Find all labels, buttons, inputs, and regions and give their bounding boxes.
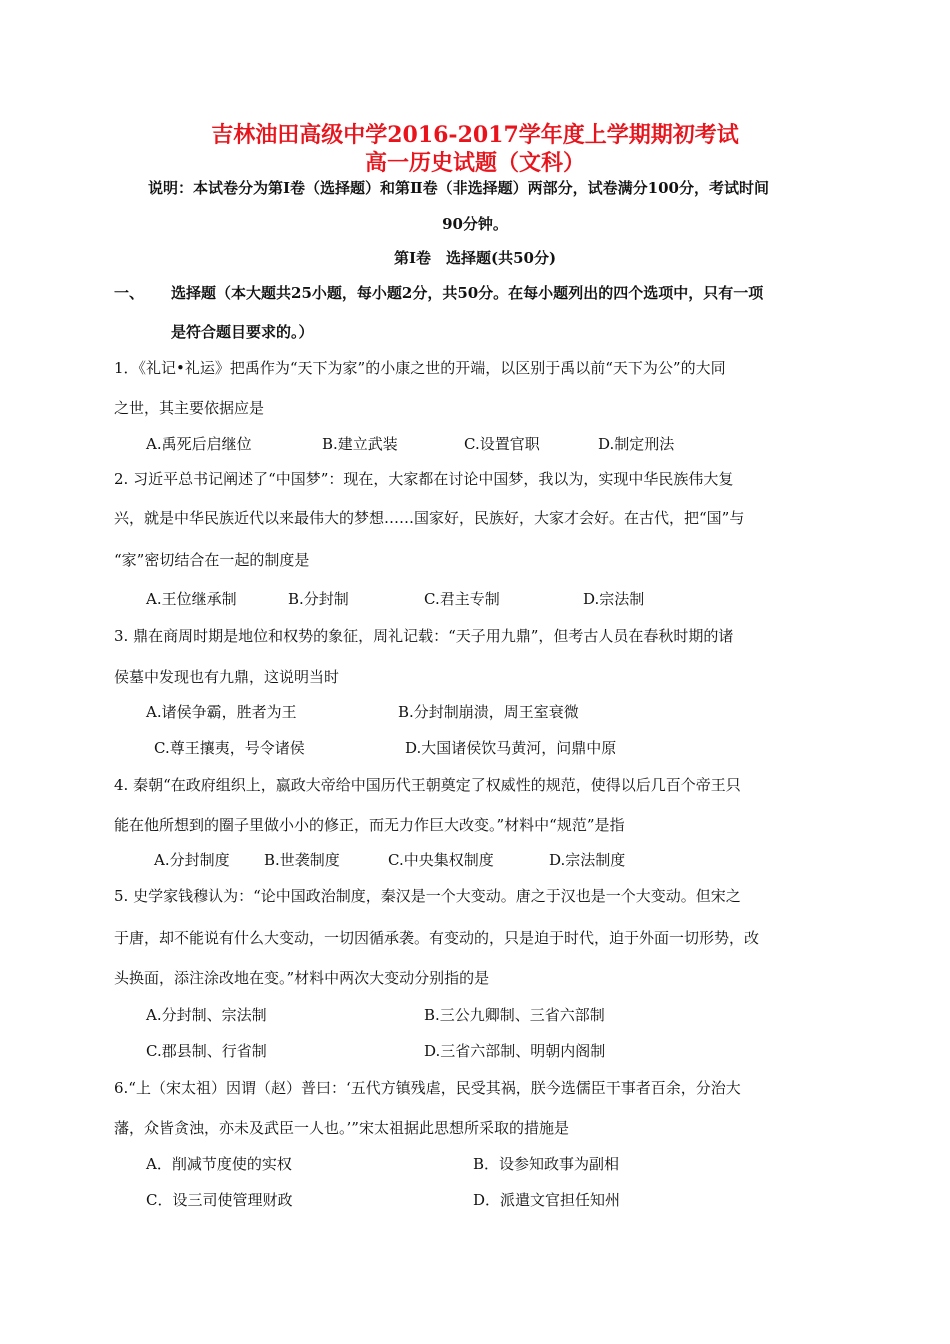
question-1-option-d[interactable]: D.制定刑法 [598,435,675,453]
question-6-option-d[interactable]: D．派遣文官担任知州 [473,1191,621,1209]
question-4-option-d[interactable]: D.宗法制度 [549,851,626,869]
question-2-stem-line-3: “家”密切结合在一起的制度是 [114,551,310,569]
question-2-option-a[interactable]: A.王位继承制 [146,590,237,608]
question-1-option-c[interactable]: C.设置官职 [464,435,540,453]
question-5-option-b[interactable]: B.三公九卿制、三省六部制 [424,1006,605,1024]
question-3-stem-line-1: 3. 鼎在商周时期是地位和权势的象征，周礼记载：“天子用九鼎”，但考古人员在春秋时期的诸 [114,627,734,645]
question-5-option-d[interactable]: D.三省六部制、明朝内阁制 [424,1042,606,1060]
question-1-option-a[interactable]: A.禹死后启继位 [146,435,252,453]
question-3-stem-line-2: 侯墓中发现也有九鼎，这说明当时 [114,668,340,686]
question-3-option-b[interactable]: B.分封制崩溃，周王室衰微 [398,703,579,721]
question-5-option-c[interactable]: C.郡县制、行省制 [146,1042,267,1060]
question-3-option-c[interactable]: C.尊王攘夷，号令诸侯 [154,739,305,757]
section-heading: 第Ⅰ卷 选择题(共50分) [393,249,557,267]
question-2-option-b[interactable]: B.分封制 [288,590,349,608]
instructions-line-1: 说明：本试卷分为第Ⅰ卷（选择题）和第Ⅱ卷（非选择题）两部分，试卷满分100分，考试时间 [148,179,769,197]
question-6-stem-line-2: 藩，众皆贪浊，亦未及武臣一人也。’”宋太祖据此思想所采取的措施是 [114,1119,569,1137]
question-1-option-b[interactable]: B.建立武装 [322,435,398,453]
question-1-stem-line-1: 1．《礼记•礼运》把禹作为“天下为家”的小康之世的开端，以区别于禹以前“天下为公”的大同 [114,359,726,377]
part-description-line-1: 选择题（本大题共25小题，每小题2分，共50分。在每小题列出的四个选项中，只有一项 [171,284,764,302]
question-6-option-b[interactable]: B．设参知政事为副相 [473,1155,620,1173]
question-2-option-c[interactable]: C.君主专制 [424,590,500,608]
question-6-option-a[interactable]: A．削减节度使的实权 [146,1155,292,1173]
question-5-stem-line-3: 头换面，添注涂改地在变。”材料中两次大变动分别指的是 [114,969,490,987]
exam-title: 吉林油田高级中学2016-2017学年度上学期期初考试 [211,122,739,148]
question-5-option-a[interactable]: A.分封制、宗法制 [146,1006,267,1024]
instructions-line-2: 90分钟。 [442,215,508,233]
question-2-stem-line-1: 2. 习近平总书记阐述了“中国梦”：现在，大家都在讨论中国梦，我以为，实现中华民族伟大复 [114,470,734,488]
question-4-option-b[interactable]: B.世袭制度 [264,851,340,869]
question-1-stem-line-2: 之世，其主要依据应是 [114,399,265,417]
question-2-stem-line-2: 兴，就是中华民族近代以来最伟大的梦想……国家好，民族好，大家才会好。在古代，把“国”与 [114,509,745,527]
question-2-option-d[interactable]: D.宗法制 [583,590,645,608]
part-description-line-2: 是符合题目要求的。） [171,323,314,341]
question-3-option-d[interactable]: D.大国诸侯饮马黄河，问鼎中原 [405,739,617,757]
question-6-stem-line-1: 6.“上（宋太祖）因谓（赵）普曰：‘五代方镇残虐，民受其祸，朕今选儒臣干事者百余，分治大 [114,1079,741,1097]
question-6-option-c[interactable]: C．设三司使管理财政 [146,1191,293,1209]
question-4-option-a[interactable]: A.分封制度 [154,851,230,869]
question-4-stem-line-2: 能在他所想到的圈子里做小小的修正，而无力作巨大改变。”材料中“规范”是指 [114,816,625,834]
question-5-stem-line-1: 5. 史学家钱穆认为：“论中国政治制度，秦汉是一个大变动。唐之于汉也是一个大变动。但宋之 [114,887,741,905]
question-3-option-a[interactable]: A.诸侯争霸，胜者为王 [146,703,297,721]
question-4-option-c[interactable]: C.中央集权制度 [388,851,494,869]
exam-subtitle: 高一历史试题（文科） [364,150,585,176]
question-4-stem-line-1: 4. 秦朝“在政府组织上，嬴政大帝给中国历代王朝奠定了权威性的规范，使得以后几百个帝王只 [114,776,741,794]
part-number: 一、 [114,284,145,302]
question-5-stem-line-2: 于唐，却不能说有什么大变动，一切因循承袭。有变动的，只是迫于时代，迫于外面一切形势，改 [114,929,760,947]
